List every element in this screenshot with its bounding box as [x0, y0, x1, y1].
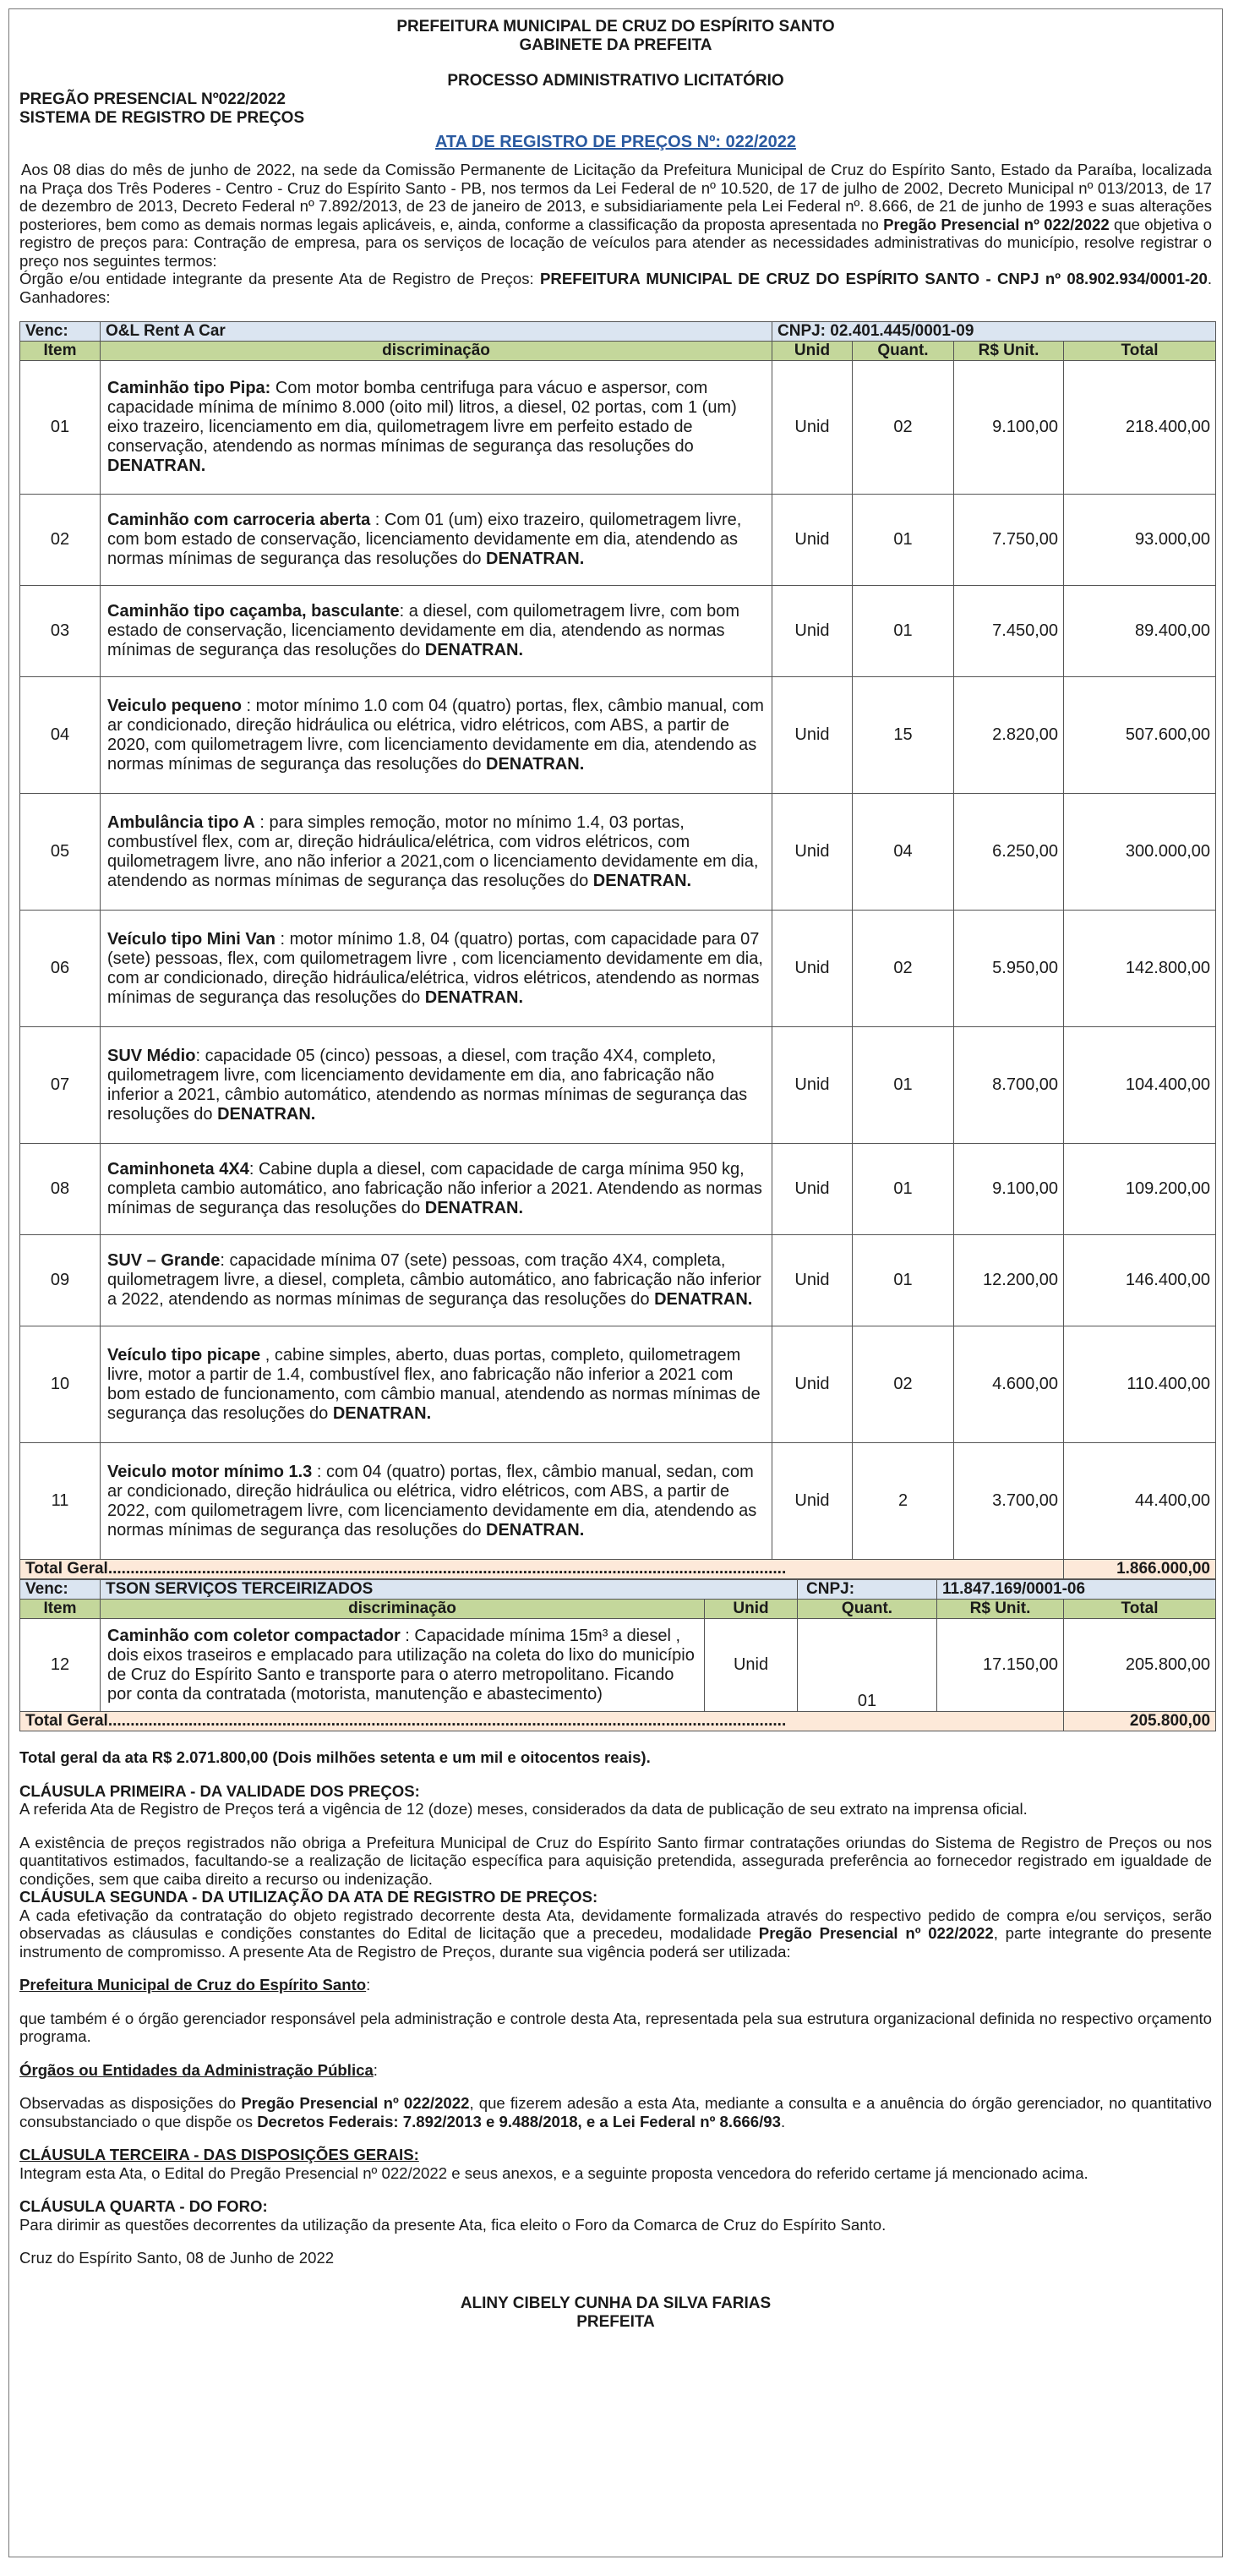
document-page: [8, 8, 1223, 2557]
vendor-row: [20, 322, 1216, 342]
col-total: Total: [1064, 342, 1216, 361]
cell-total: 300.000,00: [1064, 794, 1216, 911]
cell-item: 11: [20, 1443, 101, 1560]
cell-unit-price: 8.700,00: [954, 1027, 1064, 1144]
table-row: [20, 361, 1216, 495]
table-row: [20, 794, 1216, 911]
system-label: SISTEMA DE REGISTRO DE PREÇOS: [19, 109, 305, 127]
cell-item: 01: [20, 361, 101, 495]
col-quant: Quant.: [853, 342, 954, 361]
cell-unid: Unid: [772, 1144, 853, 1235]
grand-total-text: Total geral da ata R$ 2.071.800,00 (Dois milhões setenta e um mil e oitocentos reais).: [19, 1748, 651, 1766]
cell-description: Veiculo pequeno : motor mínimo 1.0 com 04 (quatro) portas, flex, câmbio manual, com ar condicionado, direção hidráulica ou elétrica, vidro elétricos, com ABS, a partir de 2020, com quilometragem livre, com licenciamento devidamente em dia, atendendo as normas mínimas de segurança das resoluções do DENATRAN.: [101, 677, 772, 794]
clause-3-title: CLÁUSULA TERCEIRA - DAS DISPOSIÇÕES GERAIS:: [19, 2146, 419, 2163]
prices-table-1: [19, 321, 1216, 1579]
cell-unid: Unid: [772, 586, 853, 677]
total-value: 205.800,00: [1064, 1712, 1216, 1731]
clause-4-text: Para dirimir as questões decorrentes da utilização da presente Ata, fica eleito o Foro da Comarca de Cruz do Espírito Santo.: [19, 2215, 887, 2234]
cell-unid: Unid: [772, 794, 853, 911]
col-unit-price: R$ Unit.: [937, 1600, 1064, 1619]
total-label: Total Geral........................................................................................................................................................: [20, 1560, 1064, 1579]
cell-unid: Unid: [772, 911, 853, 1027]
clause-2-text: A cada efetivação da contratação do objeto registrado decorrente desta Ata, devidamente formalizada através do respectivo pedido de compra e/ou serviços, serão observadas as cláusulas e condições constantes do Edital de licitação que a precedeu, modalidade Pregão Presencial nº 022/2022, parte integrante do presente instrumento de compromisso. A presente Ata de Registro de Preços, durante sua vigência poderá ser utilizada:: [19, 1906, 1212, 1961]
col-discriminacao: discriminação: [101, 342, 772, 361]
col-item: Item: [20, 342, 101, 361]
cell-quant: 01: [853, 586, 954, 677]
cell-quant: 04: [853, 794, 954, 911]
cell-item: 06: [20, 911, 101, 1027]
public-entities-text: Observadas as disposições do Pregão Presencial nº 022/2022, que fizerem adesão a esta Ata, mediante a consulta e a anuência do órgão gerenciador, no quantitativo consubstanciado o que dispõe os Decretos Federais: 7.892/2013 e 9.488/2018, e a Lei Federal nº 8.666/93.: [19, 2094, 1212, 2130]
clause-4-title: CLÁUSULA QUARTA - DO FORO:: [19, 2197, 268, 2215]
vendor-label: Venc:: [20, 1580, 101, 1600]
cell-total: 110.400,00: [1064, 1326, 1216, 1443]
total-row: [20, 1560, 1216, 1579]
managing-body-text: que também é o órgão gerenciador responsável pela administração e controle desta Ata, representada pela sua estrutura organizacional definida no respectivo orçamento programa.: [19, 2009, 1212, 2045]
pregao-number: PREGÃO PRESENCIAL Nº022/2022: [19, 90, 286, 108]
vendor-cnpj-label: CNPJ:: [798, 1580, 937, 1600]
col-total: Total: [1064, 1600, 1216, 1619]
cell-total: 218.400,00: [1064, 361, 1216, 495]
cell-total: 146.400,00: [1064, 1235, 1216, 1326]
cell-unit-price: 4.600,00: [954, 1326, 1064, 1443]
cell-item: 02: [20, 495, 101, 586]
table-row: [20, 1027, 1216, 1144]
cell-unid: Unid: [772, 1027, 853, 1144]
clause-1-paragraph-2: A existência de preços registrados não obriga a Prefeitura Municipal de Cruz do Espírito Santo firmar contratações oriundas do Sistema de Registro de Preços ou nos quantitativos estimados, facultando-se a realização de licitação específica para aquisição pretendida, assegurada preferência ao fornecedor registrado em igualdade de condições, sem que caiba direito a recurso ou indenização.: [19, 1833, 1212, 1888]
cell-item: 10: [20, 1326, 101, 1443]
cell-unit-price: 2.820,00: [954, 677, 1064, 794]
cell-unid: Unid: [772, 495, 853, 586]
cell-description: Ambulância tipo A : para simples remoção, motor no mínimo 1.4, 03 portas, combustível flex, com ar, direção hidráulica/elétrica, com vidros elétricos, com quilometragem livre, ano não inferior a 2021,com o licenciamento devidamente em dia, atendendo as normas mínimas de segurança das resoluções do DENATRAN.: [101, 794, 772, 911]
cell-quant: 01: [798, 1619, 937, 1712]
table-row: [20, 586, 1216, 677]
cell-unid: Unid: [772, 361, 853, 495]
signer-name: ALINY CIBELY CUNHA DA SILVA FARIAS: [460, 2294, 772, 2312]
cell-quant: 01: [853, 495, 954, 586]
cell-unit-price: 3.700,00: [954, 1443, 1064, 1560]
cell-unid: Unid: [772, 677, 853, 794]
col-unit-price: R$ Unit.: [954, 342, 1064, 361]
vendor-row: [20, 1580, 1216, 1600]
cell-total: 93.000,00: [1064, 495, 1216, 586]
table-row: [20, 1144, 1216, 1235]
cell-description: SUV – Grande: capacidade mínima 07 (sete) pessoas, com tração 4X4, completa, quilometragem livre, a diesel, completa, câmbio automático, ano fabricação não inferior a 2022, atendendo as normas mínimas de segurança das resoluções do DENATRAN.: [101, 1235, 772, 1326]
col-discriminacao: discriminação: [101, 1600, 705, 1619]
cell-item: 03: [20, 586, 101, 677]
vendor-name: TSON SERVIÇOS TERCEIRIZADOS: [101, 1580, 798, 1600]
managing-body-title: Prefeitura Municipal de Cruz do Espírito Santo:: [19, 1976, 371, 1994]
cell-unit-price: 17.150,00: [937, 1619, 1064, 1712]
cell-total: 507.600,00: [1064, 677, 1216, 794]
table-row: [20, 1619, 1216, 1712]
table-row: [20, 1326, 1216, 1443]
table-row: [20, 911, 1216, 1027]
vendor-label: Venc:: [20, 322, 101, 342]
col-item: Item: [20, 1600, 101, 1619]
cell-quant: 01: [853, 1027, 954, 1144]
cell-unid: Unid: [705, 1619, 798, 1712]
prices-table-2: [19, 1579, 1216, 1731]
table-header-row: [20, 342, 1216, 361]
vendor-cnpj: 11.847.169/0001-06: [937, 1580, 1216, 1600]
clause-1-text: A referida Ata de Registro de Preços terá a vigência de 12 (doze) meses, considerados da data de publicação de seu extrato na imprensa oficial.: [19, 1800, 1028, 1818]
cell-item: 07: [20, 1027, 101, 1144]
cell-description: Caminhão com carroceria aberta : Com 01 (um) eixo trazeiro, quilometragem livre, com bom estado de conservação, licenciamento devidamente em dia, atendendo as normas mínimas de segurança das resoluções do DENATRAN.: [101, 495, 772, 586]
cell-description: Veículo tipo picape , cabine simples, aberto, duas portas, completo, quilometragem livre, motor a partir de 1.4, combustível flex, ano fabricação não inferior a 2021 com bom estado de funcionamento, com câmbio manual, atendendo as normas mínimas de segurança das resoluções do DENATRAN.: [101, 1326, 772, 1443]
cell-description: SUV Médio: capacidade 05 (cinco) pessoas, a diesel, com tração 4X4, completo, quilometragem livre, com licenciamento devidamente em dia, ano fabricação não inferior a 2021, câmbio automático, atendendo as normas mínimas de segurança das resoluções do DENATRAN.: [101, 1027, 772, 1144]
cell-total: 44.400,00: [1064, 1443, 1216, 1560]
table-row: [20, 1235, 1216, 1326]
cell-item: 05: [20, 794, 101, 911]
cell-unit-price: 9.100,00: [954, 1144, 1064, 1235]
place-date: Cruz do Espírito Santo, 08 de Junho de 2022: [19, 2249, 335, 2267]
cell-description: Caminhoneta 4X4: Cabine dupla a diesel, com capacidade de carga mínima 950 kg, completa cambio automático, ano fabricação não inferior a 2021. Atendendo as normas mínimas de segurança das resoluções do DENATRAN.: [101, 1144, 772, 1235]
header-line-1: PREFEITURA MUNICIPAL DE CRUZ DO ESPÍRITO SANTO: [396, 18, 835, 36]
intro-paragraph: Aos 08 dias do mês de junho de 2022, na sede da Comissão Permanente de Licitação da Prefeitura Municipal de Cruz do Espírito Santo, Estado da Paraíba, localizada na Praça dos Três Poderes - Centro - Cruz do Espírito Santo - PB, nos termos da Lei Federal de nº 10.520, de 17 de julho de 2002, Decreto Municipal nº 013/2013, de 17 de dezembro de 2013, Decreto Federal nº 7.892/2013, de 23 de janeiro de 2013, e subsidiariamente pela Lei Federal nº. 8.666, de 21 de junho de 1993 e suas alterações posteriores, bem como as demais normas legais aplicáveis, e, ainda, conforme a classificação da proposta apresentada no Pregão Presencial nº 022/2022 que objetiva o registro de preços para: Contração de empresa, para os serviços de locação de veículos para atender as necessidades administrativas do município, resolve registrar o preço nos seguintes termos: Órgão e/ou entidade integrante da presente Ata de Registro de Preços: PREFEITURA MUNICIPAL DE CRUZ DO ESPÍRITO SANTO - CNPJ nº 08.902.934/0001-20. Ganhadores:: [19, 161, 1212, 306]
cell-unit-price: 12.200,00: [954, 1235, 1064, 1326]
cell-description: Veículo tipo Mini Van : motor mínimo 1.8, 04 (quatro) portas, com capacidade para 07 (sete) pessoas, flex, com quilometragem livre , com licenciamento devidamente em dia, com ar condicionado, direção hidráulica/elétrica, vidros elétricos, atendendo as normas mínimas de segurança das resoluções do DENATRAN.: [101, 911, 772, 1027]
cell-unid: Unid: [772, 1443, 853, 1560]
cell-quant: 2: [853, 1443, 954, 1560]
table-row: [20, 1443, 1216, 1560]
cell-total: 142.800,00: [1064, 911, 1216, 1027]
cell-item: 04: [20, 677, 101, 794]
total-value: 1.866.000,00: [1064, 1560, 1216, 1579]
cell-unit-price: 9.100,00: [954, 361, 1064, 495]
cell-quant: 02: [853, 1326, 954, 1443]
cell-total: 104.400,00: [1064, 1027, 1216, 1144]
cell-unit-price: 7.450,00: [954, 586, 1064, 677]
cell-total: 109.200,00: [1064, 1144, 1216, 1235]
table-header-row: [20, 1600, 1216, 1619]
col-unid: Unid: [705, 1600, 798, 1619]
ata-title: ATA DE REGISTRO DE PREÇOS Nº: 022/2022: [434, 133, 797, 151]
cell-item: 08: [20, 1144, 101, 1235]
total-label: Total Geral........................................................................................................................................................: [20, 1712, 1064, 1731]
public-entities-title: Órgãos ou Entidades da Administração Pública:: [19, 2060, 378, 2079]
cell-description: Caminhão tipo caçamba, basculante: a diesel, com quilometragem livre, com bom estado de conservação, licenciamento devidamente em dia, atendendo as normas mínimas de segurança das resoluções do DENATRAN.: [101, 586, 772, 677]
cell-quant: 02: [853, 361, 954, 495]
vendor-name: O&L Rent A Car: [101, 322, 772, 342]
cell-quant: 01: [853, 1235, 954, 1326]
cell-quant: 15: [853, 677, 954, 794]
process-title: PROCESSO ADMINISTRATIVO LICITATÓRIO: [447, 72, 784, 90]
clause-3-text: Integram esta Ata, o Edital do Pregão Presencial nº 022/2022 e seus anexos, e a seguinte proposta vencedora do referido certame já mencionado acima.: [19, 2163, 1088, 2182]
vendor-cnpj: CNPJ: 02.401.445/0001-09: [772, 322, 1216, 342]
cell-quant: 01: [853, 1144, 954, 1235]
cell-unid: Unid: [772, 1235, 853, 1326]
signer-role: PREFEITA: [576, 2312, 655, 2331]
table-row: [20, 495, 1216, 586]
col-unid: Unid: [772, 342, 853, 361]
clause-1-title: CLÁUSULA PRIMEIRA - DA VALIDADE DOS PREÇOS:: [19, 1781, 420, 1800]
table-row: [20, 677, 1216, 794]
cell-description: Caminhão tipo Pipa: Com motor bomba centrifuga para vácuo e aspersor, com capacidade mínima de mínimo 8.000 (oito mil) litros, a diesel, 02 portas, com 1 (um) eixo trazeiro, licenciamento em dia, quilometragem livre em perfeito estado de conservação, atendendo as normas mínimas de segurança das resoluções do DENATRAN.: [101, 361, 772, 495]
clause-2-title: CLÁUSULA SEGUNDA - DA UTILIZAÇÃO DA ATA DE REGISTRO DE PREÇOS:: [19, 1888, 598, 1906]
cell-unid: Unid: [772, 1326, 853, 1443]
cell-total: 205.800,00: [1064, 1619, 1216, 1712]
col-quant: Quant.: [798, 1600, 937, 1619]
total-row: [20, 1712, 1216, 1731]
cell-unit-price: 6.250,00: [954, 794, 1064, 911]
cell-unit-price: 5.950,00: [954, 911, 1064, 1027]
cell-total: 89.400,00: [1064, 586, 1216, 677]
cell-item: 09: [20, 1235, 101, 1326]
header-line-2: GABINETE DA PREFEITA: [519, 36, 712, 54]
cell-quant: 02: [853, 911, 954, 1027]
cell-description: Veiculo motor mínimo 1.3 : com 04 (quatro) portas, flex, câmbio manual, sedan, com ar condicionado, direção hidráulica ou elétrica, vidro elétricos, com ABS, a partir de 2022, com quilometragem livre, com licenciamento devidamente em dia, atendendo as normas mínimas de segurança das resoluções do DENATRAN.: [101, 1443, 772, 1560]
cell-item: 12: [20, 1619, 101, 1712]
cell-unit-price: 7.750,00: [954, 495, 1064, 586]
cell-description: Caminhão com coletor compactador : Capacidade mínima 15m³ a diesel , dois eixos traseiros e emplacado para utilização na coleta do lixo do município de Cruz do Espírito Santo e transporte para o aterro metropolitano. Ficando por conta da contratada (motorista, manutenção e abastecimento): [101, 1619, 705, 1712]
